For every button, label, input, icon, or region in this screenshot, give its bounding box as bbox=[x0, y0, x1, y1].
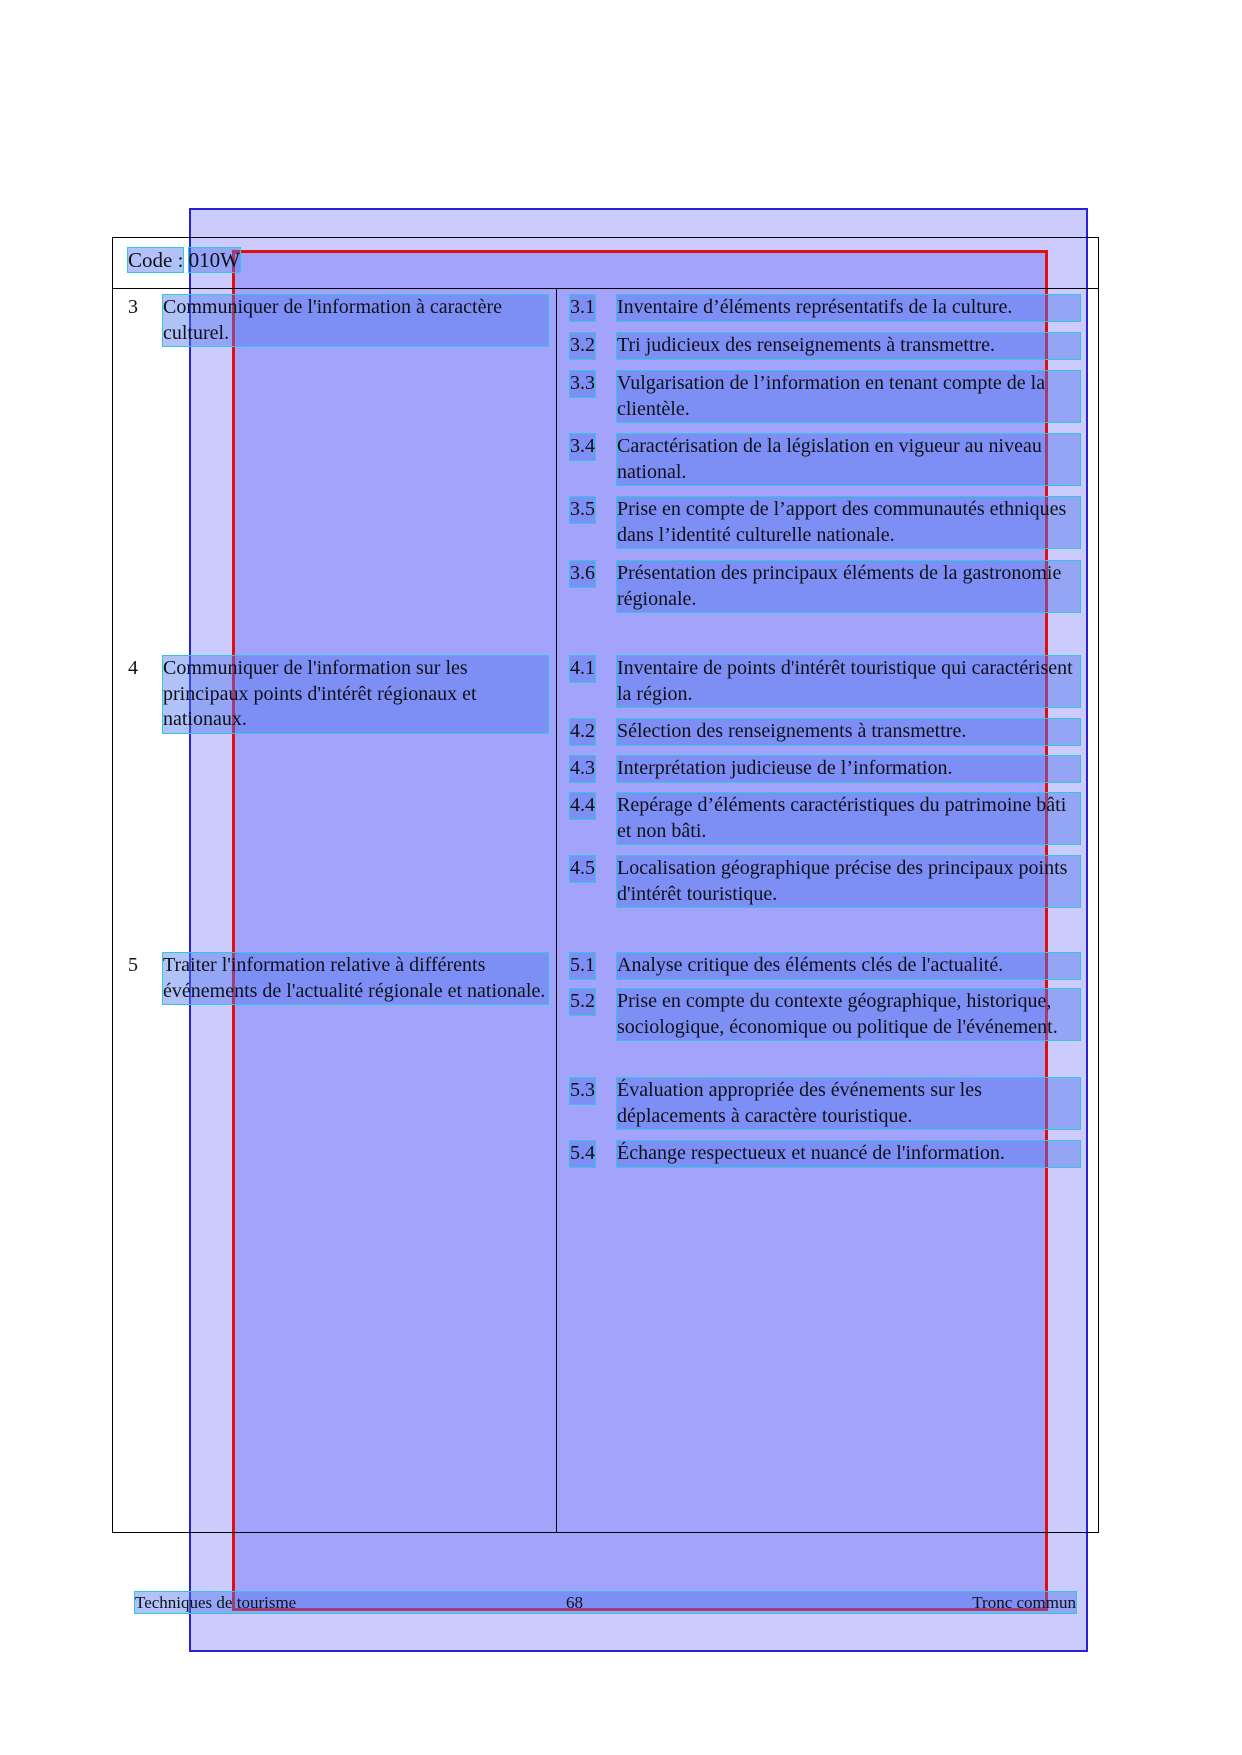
criterion-text: Sélection des renseignements à transmettre. bbox=[617, 719, 1080, 745]
footer-left: Techniques de tourisme bbox=[135, 1593, 297, 1612]
criterion-number: 3.3 bbox=[570, 371, 595, 397]
criterion-text: Échange respectueux et nuancé de l'information. bbox=[617, 1141, 1080, 1167]
criterion-text: Vulgarisation de l’information en tenant compte de la clientèle. bbox=[617, 371, 1080, 422]
criterion-text: Analyse critique des éléments clés de l'actualité. bbox=[617, 953, 1080, 979]
criterion-number: 3.5 bbox=[570, 497, 595, 523]
criterion-number: 5.2 bbox=[570, 989, 595, 1015]
criterion-number: 4.1 bbox=[570, 656, 595, 682]
criterion-text: Prise en compte de l’apport des communautés ethniques dans l’identité culturelle nationale. bbox=[617, 497, 1080, 548]
criterion-number: 3.1 bbox=[570, 295, 595, 321]
criterion-number: 3.2 bbox=[570, 333, 595, 359]
footer-page-number: 68 bbox=[566, 1593, 583, 1612]
criterion-text: Tri judicieux des renseignements à transmettre. bbox=[617, 333, 1080, 359]
criterion-text: Inventaire d’éléments représentatifs de la culture. bbox=[617, 295, 1080, 321]
criterion-number: 4.2 bbox=[570, 719, 595, 745]
criterion-number: 5.4 bbox=[570, 1141, 595, 1167]
code-value: 010W bbox=[188, 248, 240, 272]
criterion-number: 4.5 bbox=[570, 856, 595, 882]
element-title: Communiquer de l'information sur les principaux points d'intérêt régionaux et nationaux. bbox=[163, 656, 548, 733]
footer-right: Tronc commun bbox=[972, 1593, 1076, 1612]
header-rule bbox=[113, 288, 1098, 289]
element-number: 5 bbox=[128, 954, 138, 976]
criterion-text: Localisation géographique précise des principaux points d'intérêt touristique. bbox=[617, 856, 1080, 907]
criterion-number: 5.1 bbox=[570, 953, 595, 979]
criterion-number: 5.3 bbox=[570, 1078, 595, 1104]
code-line bbox=[128, 248, 240, 272]
code-label: Code : bbox=[128, 248, 184, 272]
criterion-number: 3.6 bbox=[570, 561, 595, 587]
element-title: Communiquer de l'information à caractère culturel. bbox=[163, 295, 548, 346]
criterion-text: Interprétation judicieuse de l’information. bbox=[617, 756, 1080, 782]
column-divider bbox=[556, 288, 557, 1532]
criterion-text: Repérage d’éléments caractéristiques du patrimoine bâti et non bâti. bbox=[617, 793, 1080, 844]
criterion-text: Évaluation appropriée des événements sur les déplacements à caractère touristique. bbox=[617, 1078, 1080, 1129]
element-number: 4 bbox=[128, 657, 138, 679]
criterion-number: 4.3 bbox=[570, 756, 595, 782]
element-number: 3 bbox=[128, 296, 138, 318]
criterion-text: Présentation des principaux éléments de la gastronomie régionale. bbox=[617, 561, 1080, 612]
criterion-text: Prise en compte du contexte géographique, historique, sociologique, économique ou politique de l'événement. bbox=[617, 989, 1080, 1040]
criterion-text: Inventaire de points d'intérêt touristique qui caractérisent la région. bbox=[617, 656, 1080, 707]
criterion-number: 4.4 bbox=[570, 793, 595, 819]
criterion-number: 3.4 bbox=[570, 434, 595, 460]
element-title: Traiter l'information relative à différents événements de l'actualité régionale et nationale. bbox=[163, 953, 548, 1004]
criterion-text: Caractérisation de la législation en vigueur au niveau national. bbox=[617, 434, 1080, 485]
